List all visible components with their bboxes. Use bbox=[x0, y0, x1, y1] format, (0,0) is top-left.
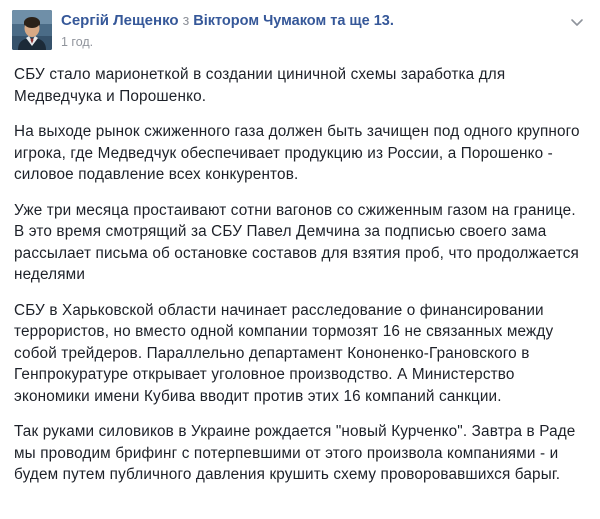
post-paragraph: Так руками силовиков в Украине рождается "новый Курченко". Завтра в Раде мы проводим брифинг с потерпевшими от этого произвола компаниями - и будем путем публичного давления крушить схему проворовавшихся барыг. bbox=[14, 423, 576, 483]
post-timestamp[interactable]: 1 год. bbox=[61, 35, 94, 49]
chevron-down-icon[interactable] bbox=[566, 11, 588, 33]
post-header bbox=[0, 0, 600, 54]
avatar[interactable] bbox=[12, 10, 52, 50]
byline bbox=[61, 11, 566, 31]
with-label: з bbox=[182, 13, 190, 29]
post-paragraph: СБУ в Харьковской области начинает расследование о финансировании террористов, но вместо одной компании тормозят 16 не связанных между собой трейдеров. Параллельно департамент Кононенко-Грановского в Генпрокуратуре открывает уголовное производство. А Министерство экономики имени Кубива вводит против этих 16 компаний санкции. bbox=[14, 301, 554, 405]
author-name[interactable]: Сергій Лещенко bbox=[61, 12, 179, 29]
more-tagged-link[interactable]: та ще 13. bbox=[330, 13, 394, 29]
post-byline-block bbox=[61, 10, 566, 50]
post-paragraph: СБУ стало марионеткой в создании циничной схемы заработка для Медведчука и Порошенко. bbox=[14, 66, 506, 105]
post-text bbox=[0, 54, 600, 494]
post-paragraph: Уже три месяца простаивают сотни вагонов со сжиженным газом на границе. В это время смотрящий за СБУ Павел Демчина за подписью своего зама рассылает письма об остановке составов для взятия проб, что продолжается неделями bbox=[14, 201, 579, 283]
post-paragraph: На выходе рынок сжиженного газа должен быть зачищен под одного крупного игрока, где Медведчук обеспечивает продукцию из России, а Порошенко - силовое подавление всех конкурентов. bbox=[14, 123, 580, 183]
tagged-person[interactable]: Віктором Чумаком bbox=[193, 13, 327, 29]
